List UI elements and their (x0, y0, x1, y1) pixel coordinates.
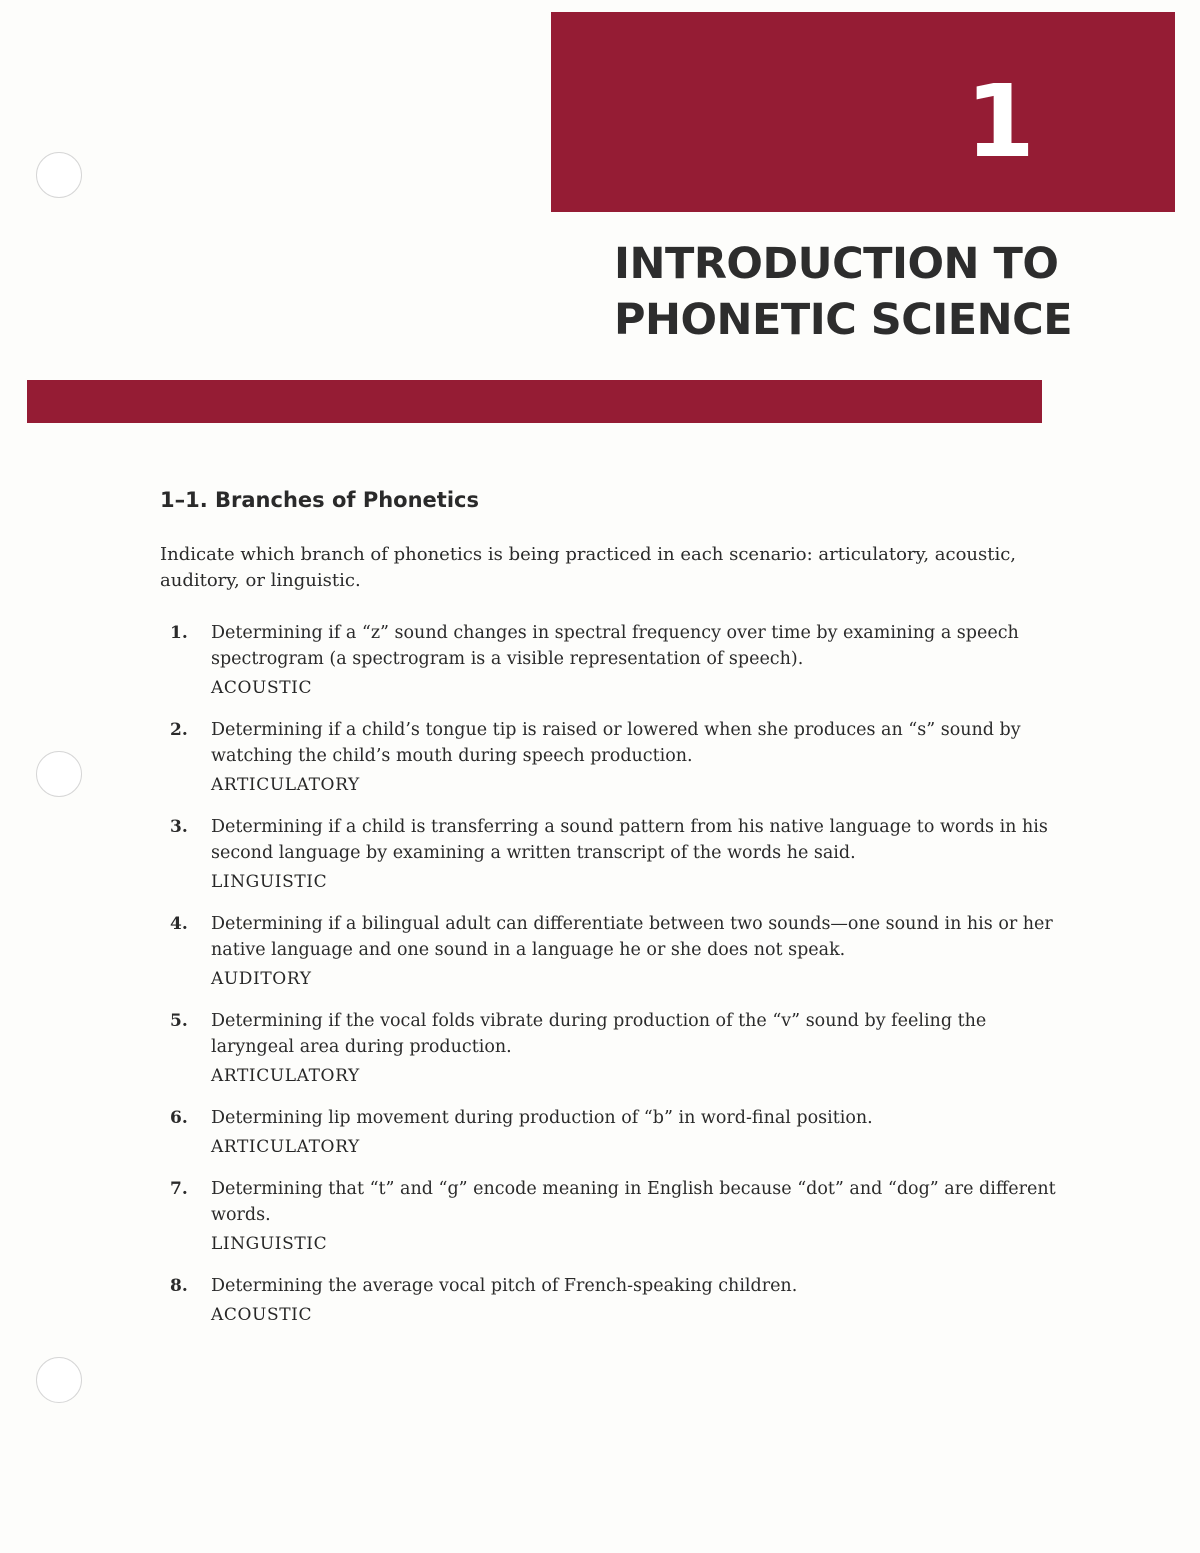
question-answer: LINGUISTIC (211, 872, 328, 892)
question-number: 4. (170, 914, 188, 934)
binder-hole-top (36, 152, 82, 198)
question-text: Determining if a child is transferring a sound pattern from his native language to words in his second language by examining a written transcript of the words he said. (211, 817, 1048, 863)
section-instructions: Indicate which branch of phonetics is being practiced in each scenario: articulatory, acoustic, auditory, or linguistic. (160, 544, 1017, 591)
question-text: Determining if a child’s tongue tip is raised or lowered when she produces an “s” sound by watching the child’s mouth during speech production. (211, 720, 1021, 766)
question-item-7 (160, 1176, 1060, 1257)
question-number: 2. (170, 720, 188, 740)
chapter-divider-bar (27, 380, 1042, 423)
question-number: 6. (170, 1108, 188, 1128)
question-list (160, 620, 1060, 1344)
question-text: Determining if a bilingual adult can differentiate between two sounds—one sound in his or her native language and one sound in a language he or she does not speak. (211, 914, 1053, 960)
question-item-5 (160, 1008, 1060, 1089)
chapter-title-line-1: INTRODUCTION TO (614, 239, 1059, 289)
question-text: Determining lip movement during production of “b” in word-final position. (211, 1108, 873, 1128)
question-item-4 (160, 911, 1060, 992)
question-item-3 (160, 814, 1060, 895)
question-answer: AUDITORY (211, 969, 312, 989)
question-answer: ACOUSTIC (211, 678, 313, 698)
question-item-6 (160, 1105, 1060, 1160)
question-text: Determining that “t” and “g” encode meaning in English because “dot” and “dog” are different words. (211, 1179, 1056, 1225)
question-text: Determining if a “z” sound changes in spectral frequency over time by examining a speech spectrogram (a spectrogram is a visible representation of speech). (211, 623, 1019, 669)
binder-hole-bottom (36, 1357, 82, 1403)
question-item-1 (160, 620, 1060, 701)
question-text: Determining if the vocal folds vibrate during production of the “v” sound by feeling the laryngeal area during production. (211, 1011, 987, 1057)
question-answer: ARTICULATORY (211, 1066, 360, 1086)
question-answer: ACOUSTIC (211, 1305, 313, 1325)
question-answer: LINGUISTIC (211, 1234, 328, 1254)
chapter-number: 1 (965, 63, 1035, 180)
question-item-8 (160, 1273, 1060, 1328)
question-number: 8. (170, 1276, 188, 1296)
question-number: 3. (170, 817, 188, 837)
binder-hole-middle (36, 751, 82, 797)
question-text: Determining the average vocal pitch of French-speaking children. (211, 1276, 798, 1296)
section-heading: 1–1. Branches of Phonetics (160, 488, 479, 512)
chapter-number-banner (551, 12, 1175, 212)
chapter-title-line-2: PHONETIC SCIENCE (614, 295, 1073, 345)
question-answer: ARTICULATORY (211, 1137, 360, 1157)
question-number: 7. (170, 1179, 188, 1199)
question-number: 1. (170, 623, 188, 643)
question-number: 5. (170, 1011, 188, 1031)
chapter-title (614, 236, 1072, 348)
question-answer: ARTICULATORY (211, 775, 360, 795)
question-item-2 (160, 717, 1060, 798)
